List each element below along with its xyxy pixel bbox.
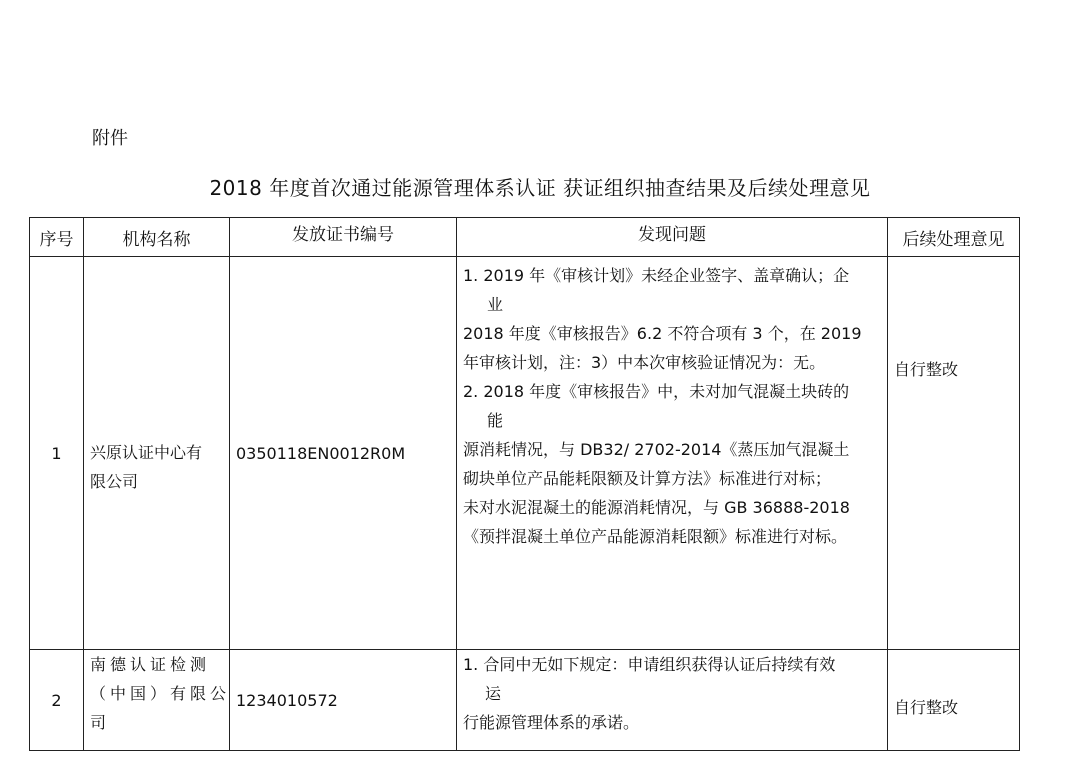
- issue-line: 砌块单位产品能耗限额及计算方法》标准进行对标；: [463, 469, 832, 488]
- header-cert: 发放证书编号: [230, 218, 457, 257]
- row-org: [84, 650, 230, 751]
- header-no: 序号: [30, 218, 84, 257]
- row-cert: 1234010572: [230, 650, 457, 751]
- row-action: 自行整改: [888, 650, 1020, 751]
- issue-line: 2018 年度《审核报告》6.2 不符合项有 3 个，在 2019: [463, 324, 862, 343]
- issue-line: 运: [485, 684, 502, 703]
- org-line: 兴原认证中心有: [90, 443, 203, 462]
- table-row: [30, 650, 1020, 751]
- issue-line: 未对水泥混凝土的能源消耗情况，与 GB 36888-2018: [463, 498, 850, 517]
- table-header-row: [30, 218, 1020, 257]
- attachment-label: 附件: [92, 128, 128, 149]
- row-issues: [457, 650, 888, 751]
- row-issues: [457, 257, 888, 650]
- org-line: 限公司: [90, 472, 139, 491]
- issue-line: 《预拌混凝土单位产品能源消耗限额》标准进行对标。: [463, 527, 848, 546]
- row-cert: 0350118EN0012R0M: [230, 257, 457, 650]
- issue-line: 年审核计划，注：3）中本次审核验证情况为：无。: [463, 353, 826, 372]
- row-no: 2: [30, 650, 84, 751]
- issue-line: 能: [487, 411, 504, 430]
- document-title: 2018 年度首次通过能源管理体系认证 获证组织抽查结果及后续处理意见: [209, 176, 871, 200]
- header-org: 机构名称: [84, 218, 230, 257]
- results-table: [29, 217, 1020, 751]
- header-issues: 发现问题: [457, 218, 888, 257]
- issue-line: 1. 合同中无如下规定：申请组织获得认证后持续有效: [463, 655, 836, 674]
- row-org: [84, 257, 230, 650]
- row-no: 1: [30, 257, 84, 650]
- row-action: 自行整改: [888, 257, 1020, 650]
- org-line: 司: [90, 713, 111, 732]
- issue-line: 2. 2018 年度《审核报告》中，未对加气混凝土块砖的: [463, 382, 850, 401]
- header-action: 后续处理意见: [888, 218, 1020, 257]
- issue-line: 业: [487, 295, 504, 314]
- issue-line: 1. 2019 年《审核计划》未经企业签字、盖章确认；企: [463, 266, 850, 285]
- issue-line: 源消耗情况，与 DB32/ 2702-2014《蒸压加气混凝土: [463, 440, 850, 459]
- issue-line: 行能源管理体系的承诺。: [463, 713, 640, 732]
- table-row: [30, 257, 1020, 650]
- org-line: （中国）有限公: [90, 684, 231, 703]
- org-line: 南德认证检测: [90, 655, 211, 674]
